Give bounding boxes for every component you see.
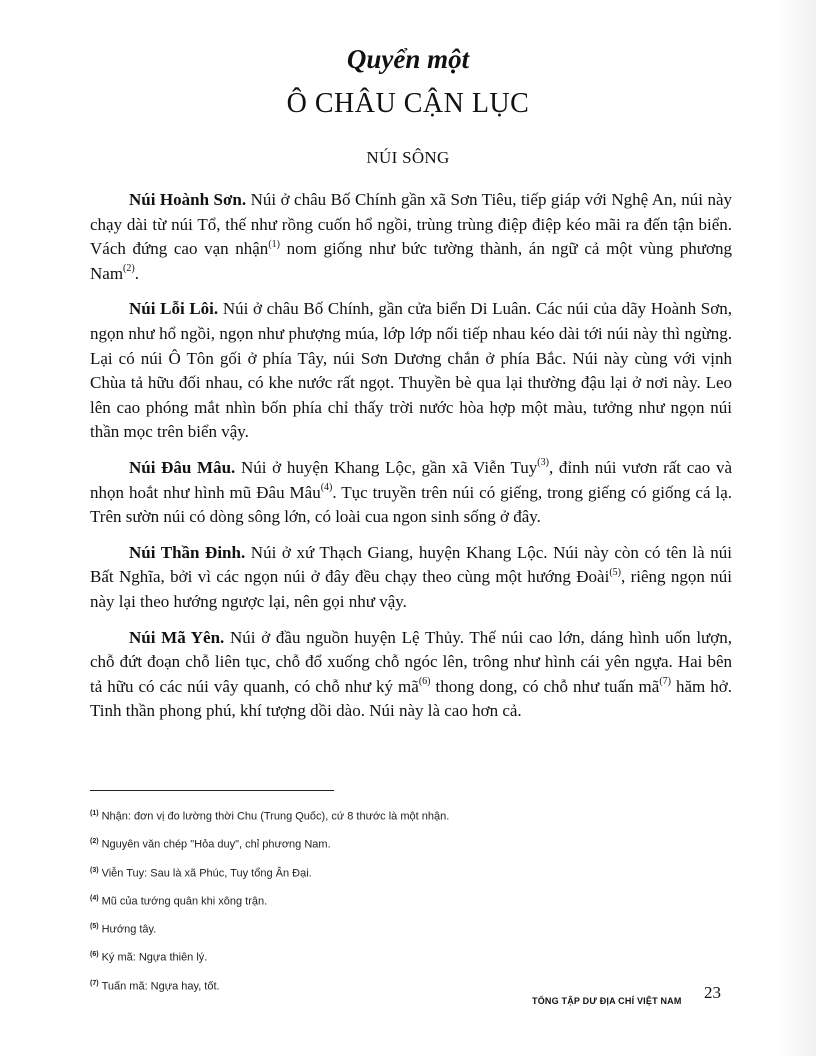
footnote — [90, 892, 730, 909]
footnote — [90, 835, 730, 852]
paragraph — [90, 297, 732, 445]
footnote-ref: (4) — [320, 481, 333, 493]
footnote-number: (5) — [90, 923, 99, 930]
chapter-title: Ô CHÂU CẬN LỤC — [286, 88, 530, 119]
footnote-text: Nguyên văn chép "Hỏa duy", chỉ phương Nam. — [101, 838, 331, 851]
footnote-number: (4) — [90, 894, 99, 902]
footnote-number: (7) — [90, 979, 99, 987]
footnote-text: Ký mã: Ngựa thiên lý. — [101, 951, 208, 964]
footnote-text: Nhận: đơn vị đo lường thời Chu (Trung Quốc), cứ 8 thước là một nhận. — [101, 810, 450, 823]
paragraph-text: hăm hở. Tinh thần phong phú, khí tượng dồi dào. Núi này là cao hơn cả. — [90, 676, 732, 721]
paragraph-text: Núi ở châu Bố Chính gần xã Sơn Tiêu, tiếp giáp với Nghệ An, núi này chạy dài từ núi Tổ, thế như rồng cuốn hổ ngồi, trùng trùng điệp điệp kéo mãi ra đến tận biển. Vách đứng cao vạn nhận — [90, 190, 732, 259]
paragraph-text: . Tục truyền trên núi có giếng, trong giếng có giống cá lạ. Trên sườn núi có dòng sông lớn, có loài cua ngon sinh sống ở đây. — [90, 482, 732, 527]
footnote — [90, 948, 730, 965]
paragraph-term: Núi Đâu Mâu. — [129, 457, 236, 477]
paragraph-text: Núi ở huyện Khang Lộc, gần xã Viễn Tuy — [235, 457, 538, 477]
paragraph-text: , riêng ngọn núi này lại theo hướng ngược lại, nên gọi như vậy. — [90, 567, 732, 611]
paragraph-text: nom giống như bức tường thành, án ngữ cả một vùng phương Nam — [90, 239, 732, 283]
footnote-text: Tuấn mã: Ngựa hay, tốt. — [101, 980, 220, 993]
paragraph — [90, 541, 732, 615]
footnote — [90, 864, 730, 881]
body-text — [90, 188, 732, 735]
paragraph — [90, 456, 732, 530]
paragraph-term: Núi Hoành Sơn. — [129, 190, 247, 209]
footnote — [90, 920, 730, 937]
paragraph — [90, 188, 732, 286]
paragraph-text: Núi ở châu Bố Chính, gần cửa biển Di Luân. Các núi của dãy Hoành Sơn, ngọn như hổ ngồi, ngọn như phượng múa, lớp lớp nối tiếp nhau kéo dài tới núi này thì ngừng. Lại có núi Ô Tôn gối ở phía Tây, núi Sơn Dương chắn ở phía Bắc. Núi này cùng với vịnh Chùa tả hữu đối nhau, có khe nước rất ngọt. Thuyền bè qua lại thường đậu lại ở nơi này. Leo lên cao phóng mắt nhìn bốn phía chỉ thấy trời nước hòa hợp một màu, tưởng như ngọn núi thần mọc trên biển vậy. — [90, 299, 732, 442]
footnote-number: (2) — [90, 838, 99, 846]
footnote-divider — [90, 790, 334, 791]
footnote-ref: (3) — [537, 457, 549, 469]
paragraph-text: . — [134, 263, 139, 283]
paragraph-term: Núi Thần Đinh. — [129, 542, 246, 562]
footnotes — [90, 807, 730, 1005]
footnote-number: (6) — [90, 951, 99, 959]
footnote — [90, 807, 730, 824]
book-title: Quyển một — [346, 44, 470, 74]
paragraph — [90, 626, 732, 724]
footnote-ref: (1) — [268, 238, 280, 250]
footnote-ref: (2) — [123, 263, 135, 275]
footnote — [90, 977, 730, 994]
footnote-ref: (5) — [609, 566, 621, 578]
footnote-number: (3) — [90, 866, 99, 874]
section-title: NÚI SÔNG — [366, 148, 450, 167]
page-number: 23 — [704, 983, 721, 1002]
paragraph-text: Núi ở đầu nguồn huyện Lệ Thủy. Thế núi cao lớn, dáng hình uốn lượn, chỗ đứt đoạn chỗ liên tục, chỗ đổ xuống chỗ ngóc lên, trông như hình cái yên ngựa. Hai bên tả hữu có các núi vây quanh, có chỗ như ký mã — [90, 627, 732, 696]
footnote-ref: (7) — [659, 676, 671, 688]
paragraph-term: Núi Mã Yên. — [129, 627, 225, 647]
paragraph-text: thong dong, có chỗ như tuấn mã — [430, 676, 660, 696]
footnote-number: (1) — [90, 810, 99, 817]
footnote-text: Viễn Tuy: Sau là xã Phúc, Tuy tổng Ân Đại. — [101, 867, 312, 880]
paragraph-text: , đỉnh núi vươn rất cao và nhọn hoắt như hình mũ Đâu Mâu — [90, 457, 733, 502]
footnote-text: Hướng tây. — [101, 923, 157, 936]
paragraph-text: Núi ở xứ Thạch Giang, huyện Khang Lộc. Núi này còn có tên là núi Bất Nghĩa, bởi vì các ngọn núi ở đây đều chạy theo cùng một hướng Đoài — [90, 542, 732, 587]
footnote-text: Mũ của tướng quân khi xông trận. — [101, 895, 268, 908]
paragraph-term: Núi Lỗi Lôi. — [129, 299, 219, 319]
footnote-ref: (6) — [418, 676, 431, 688]
running-footer: TỔNG TẬP DƯ ĐỊA CHÍ VIỆT NAM — [532, 996, 682, 1006]
